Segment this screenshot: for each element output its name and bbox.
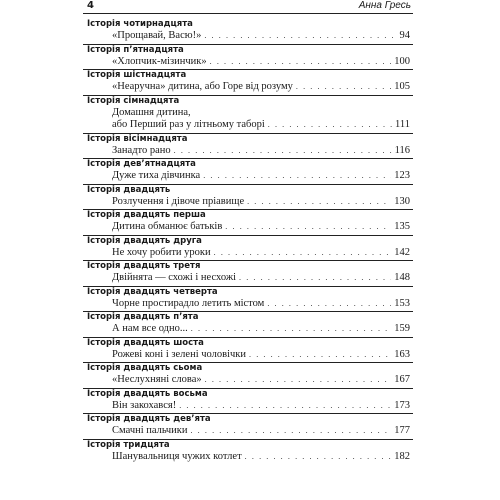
toc-entry-page-number: 173 xyxy=(394,399,410,411)
dot-leader xyxy=(191,323,391,336)
author-name: Анна Гресь xyxy=(358,0,411,11)
toc-entry-page-number: 159 xyxy=(394,323,410,334)
toc-entry-heading: Історія тридцята xyxy=(87,439,170,450)
toc-entry-page-number: 105 xyxy=(394,81,410,92)
toc-entry-line xyxy=(112,247,410,260)
toc-entry-page-number: 163 xyxy=(394,348,410,360)
toc-entry-subtitle xyxy=(83,272,413,285)
toc-entry-line xyxy=(112,323,410,336)
toc-entry xyxy=(83,440,413,465)
toc-entry-title: або Перший раз у літньому таборі xyxy=(112,119,265,130)
dot-leader xyxy=(245,451,392,464)
dot-leader xyxy=(214,247,392,260)
toc-entry-title: Дитина обманює батьків xyxy=(112,221,223,232)
running-head xyxy=(83,0,413,14)
toc-entry-subtitle xyxy=(83,56,413,69)
toc-entry-page-number: 116 xyxy=(394,144,410,156)
dot-leader xyxy=(174,145,392,158)
toc-entry-title: Розлучення і дівоче пріавище xyxy=(112,195,245,207)
toc-entry-title: «Неслухняні слова» xyxy=(112,374,202,385)
toc-entry-heading: Історія двадцять четверта xyxy=(87,286,218,297)
toc-entry xyxy=(83,159,413,185)
toc-entry-heading: Історія двадцять шоста xyxy=(87,337,204,348)
toc-entry-subtitle xyxy=(83,81,413,94)
toc-entry-subtitle xyxy=(83,349,413,362)
table-of-contents xyxy=(83,19,413,464)
toc-entry-title: А нам все одно... xyxy=(112,323,188,334)
toc-entry-page-number: 177 xyxy=(394,425,410,436)
toc-entry-line xyxy=(112,349,410,362)
toc-entry-subtitle xyxy=(83,451,413,464)
toc-entry-line xyxy=(112,170,410,183)
toc-entry xyxy=(83,96,413,134)
toc-entry-title: «Неаручна» дитина, або Горе від розуму xyxy=(112,81,293,92)
toc-entry xyxy=(83,338,413,364)
toc-entry-line xyxy=(112,81,410,94)
dot-leader xyxy=(179,400,391,413)
dot-leader xyxy=(203,170,391,183)
toc-entry xyxy=(83,414,413,440)
toc-entry xyxy=(83,210,413,236)
toc-entry-line xyxy=(112,400,410,413)
dot-leader xyxy=(268,119,392,132)
dot-leader xyxy=(210,56,392,69)
toc-entry-subtitle xyxy=(83,247,413,260)
toc-entry xyxy=(83,45,413,71)
toc-entry-subtitle-line: Домашня дитина, xyxy=(112,106,191,118)
toc-entry-heading: Історія п’ятнадцята xyxy=(87,44,184,55)
toc-entry-subtitle xyxy=(83,374,413,387)
toc-entry xyxy=(83,185,413,211)
toc-entry-heading: Історія вісімнадцята xyxy=(87,133,188,144)
dot-leader xyxy=(247,196,391,209)
page-number: 4 xyxy=(87,0,94,11)
toc-entry-line xyxy=(112,30,410,43)
toc-entry-page-number: 167 xyxy=(394,374,410,385)
toc-entry-heading: Історія двадцять перша xyxy=(87,210,206,220)
dot-leader xyxy=(204,30,396,43)
toc-entry-subtitle xyxy=(83,298,413,311)
toc-entry-subtitle xyxy=(83,30,413,43)
toc-entry xyxy=(83,389,413,415)
toc-entry-subtitle xyxy=(83,425,413,438)
toc-entry-line xyxy=(112,425,410,438)
book-page xyxy=(83,0,413,500)
toc-entry-title: Двійнята — схожі і несхожі xyxy=(112,272,237,283)
toc-entry-heading: Історія двадцять друга xyxy=(87,235,202,246)
toc-entry-title: «Прощавай, Васю!» xyxy=(112,30,202,41)
toc-entry xyxy=(83,70,413,96)
toc-entry-page-number: 111 xyxy=(395,119,410,130)
toc-entry-heading: Історія чотирнадцята xyxy=(87,19,193,29)
toc-entry-line xyxy=(112,196,410,209)
toc-entry-heading: Історія двадцять п’ята xyxy=(87,312,199,322)
toc-entry-heading: Історія сімнадцята xyxy=(87,95,180,106)
toc-entry-page-number: 100 xyxy=(394,55,410,67)
toc-entry-heading: Історія двадцять xyxy=(87,184,171,195)
toc-entry-subtitle xyxy=(83,400,413,413)
toc-entry xyxy=(83,261,413,287)
toc-entry xyxy=(83,312,413,338)
toc-entry-heading: Історія двадцять сьома xyxy=(87,363,203,373)
toc-entry-title: Рожеві коні і зелені чоловічки xyxy=(112,348,246,360)
toc-entry-title: «Хлопчик-мізинчик» xyxy=(112,55,207,67)
dot-leader xyxy=(239,272,391,285)
toc-entry-subtitle xyxy=(83,170,413,183)
toc-entry-subtitle xyxy=(83,196,413,209)
toc-entry xyxy=(83,363,413,389)
dot-leader xyxy=(267,298,391,311)
toc-entry-heading: Історія шістнадцята xyxy=(87,70,187,80)
toc-entry-title: Шанувальниця чужих котлет xyxy=(112,450,242,462)
toc-entry-line xyxy=(112,119,410,132)
toc-entry-heading: Історія двадцять третя xyxy=(87,261,201,271)
toc-entry-title: Дуже тиха дівчинка xyxy=(112,170,201,181)
toc-entry xyxy=(83,19,413,45)
toc-entry-heading: Історія дев’ятнадцята xyxy=(87,159,196,169)
toc-entry-page-number: 130 xyxy=(394,195,410,207)
dot-leader xyxy=(225,221,391,234)
toc-entry-line xyxy=(112,56,410,69)
toc-entry-subtitle xyxy=(83,323,413,336)
toc-entry-line xyxy=(112,374,410,387)
toc-entry-page-number: 94 xyxy=(399,30,410,41)
toc-entry-line xyxy=(112,451,410,464)
toc-entry-heading: Історія двадцять восьма xyxy=(87,388,208,399)
toc-entry-title: Смачні пальчики xyxy=(112,425,188,436)
toc-entry-line xyxy=(112,221,410,234)
dot-leader xyxy=(205,374,392,387)
toc-entry xyxy=(83,134,413,160)
dot-leader xyxy=(249,349,391,362)
toc-entry-subtitle xyxy=(83,145,413,158)
toc-entry-title: Він закохався! xyxy=(112,399,177,411)
toc-entry-heading: Історія двадцять дев’ята xyxy=(87,414,211,424)
toc-entry-page-number: 153 xyxy=(394,297,410,309)
toc-entry-page-number: 148 xyxy=(394,272,410,283)
toc-entry xyxy=(83,287,413,313)
dot-leader xyxy=(190,425,391,438)
toc-entry-page-number: 135 xyxy=(394,221,410,232)
dot-leader xyxy=(296,81,391,94)
toc-entry-line xyxy=(112,298,410,311)
toc-entry-title: Чорне простирадло летить містом xyxy=(112,297,265,309)
toc-entry-title: Занадто рано xyxy=(112,144,171,156)
toc-entry-subtitle xyxy=(83,107,413,132)
toc-entry-page-number: 182 xyxy=(394,450,410,462)
toc-entry-line xyxy=(112,272,410,285)
toc-entry xyxy=(83,236,413,262)
toc-entry-page-number: 142 xyxy=(394,246,410,258)
toc-entry-title: Не хочу робити уроки xyxy=(112,246,211,258)
toc-entry-page-number: 123 xyxy=(394,170,410,181)
toc-entry-line xyxy=(112,145,410,158)
toc-entry-subtitle xyxy=(83,221,413,234)
